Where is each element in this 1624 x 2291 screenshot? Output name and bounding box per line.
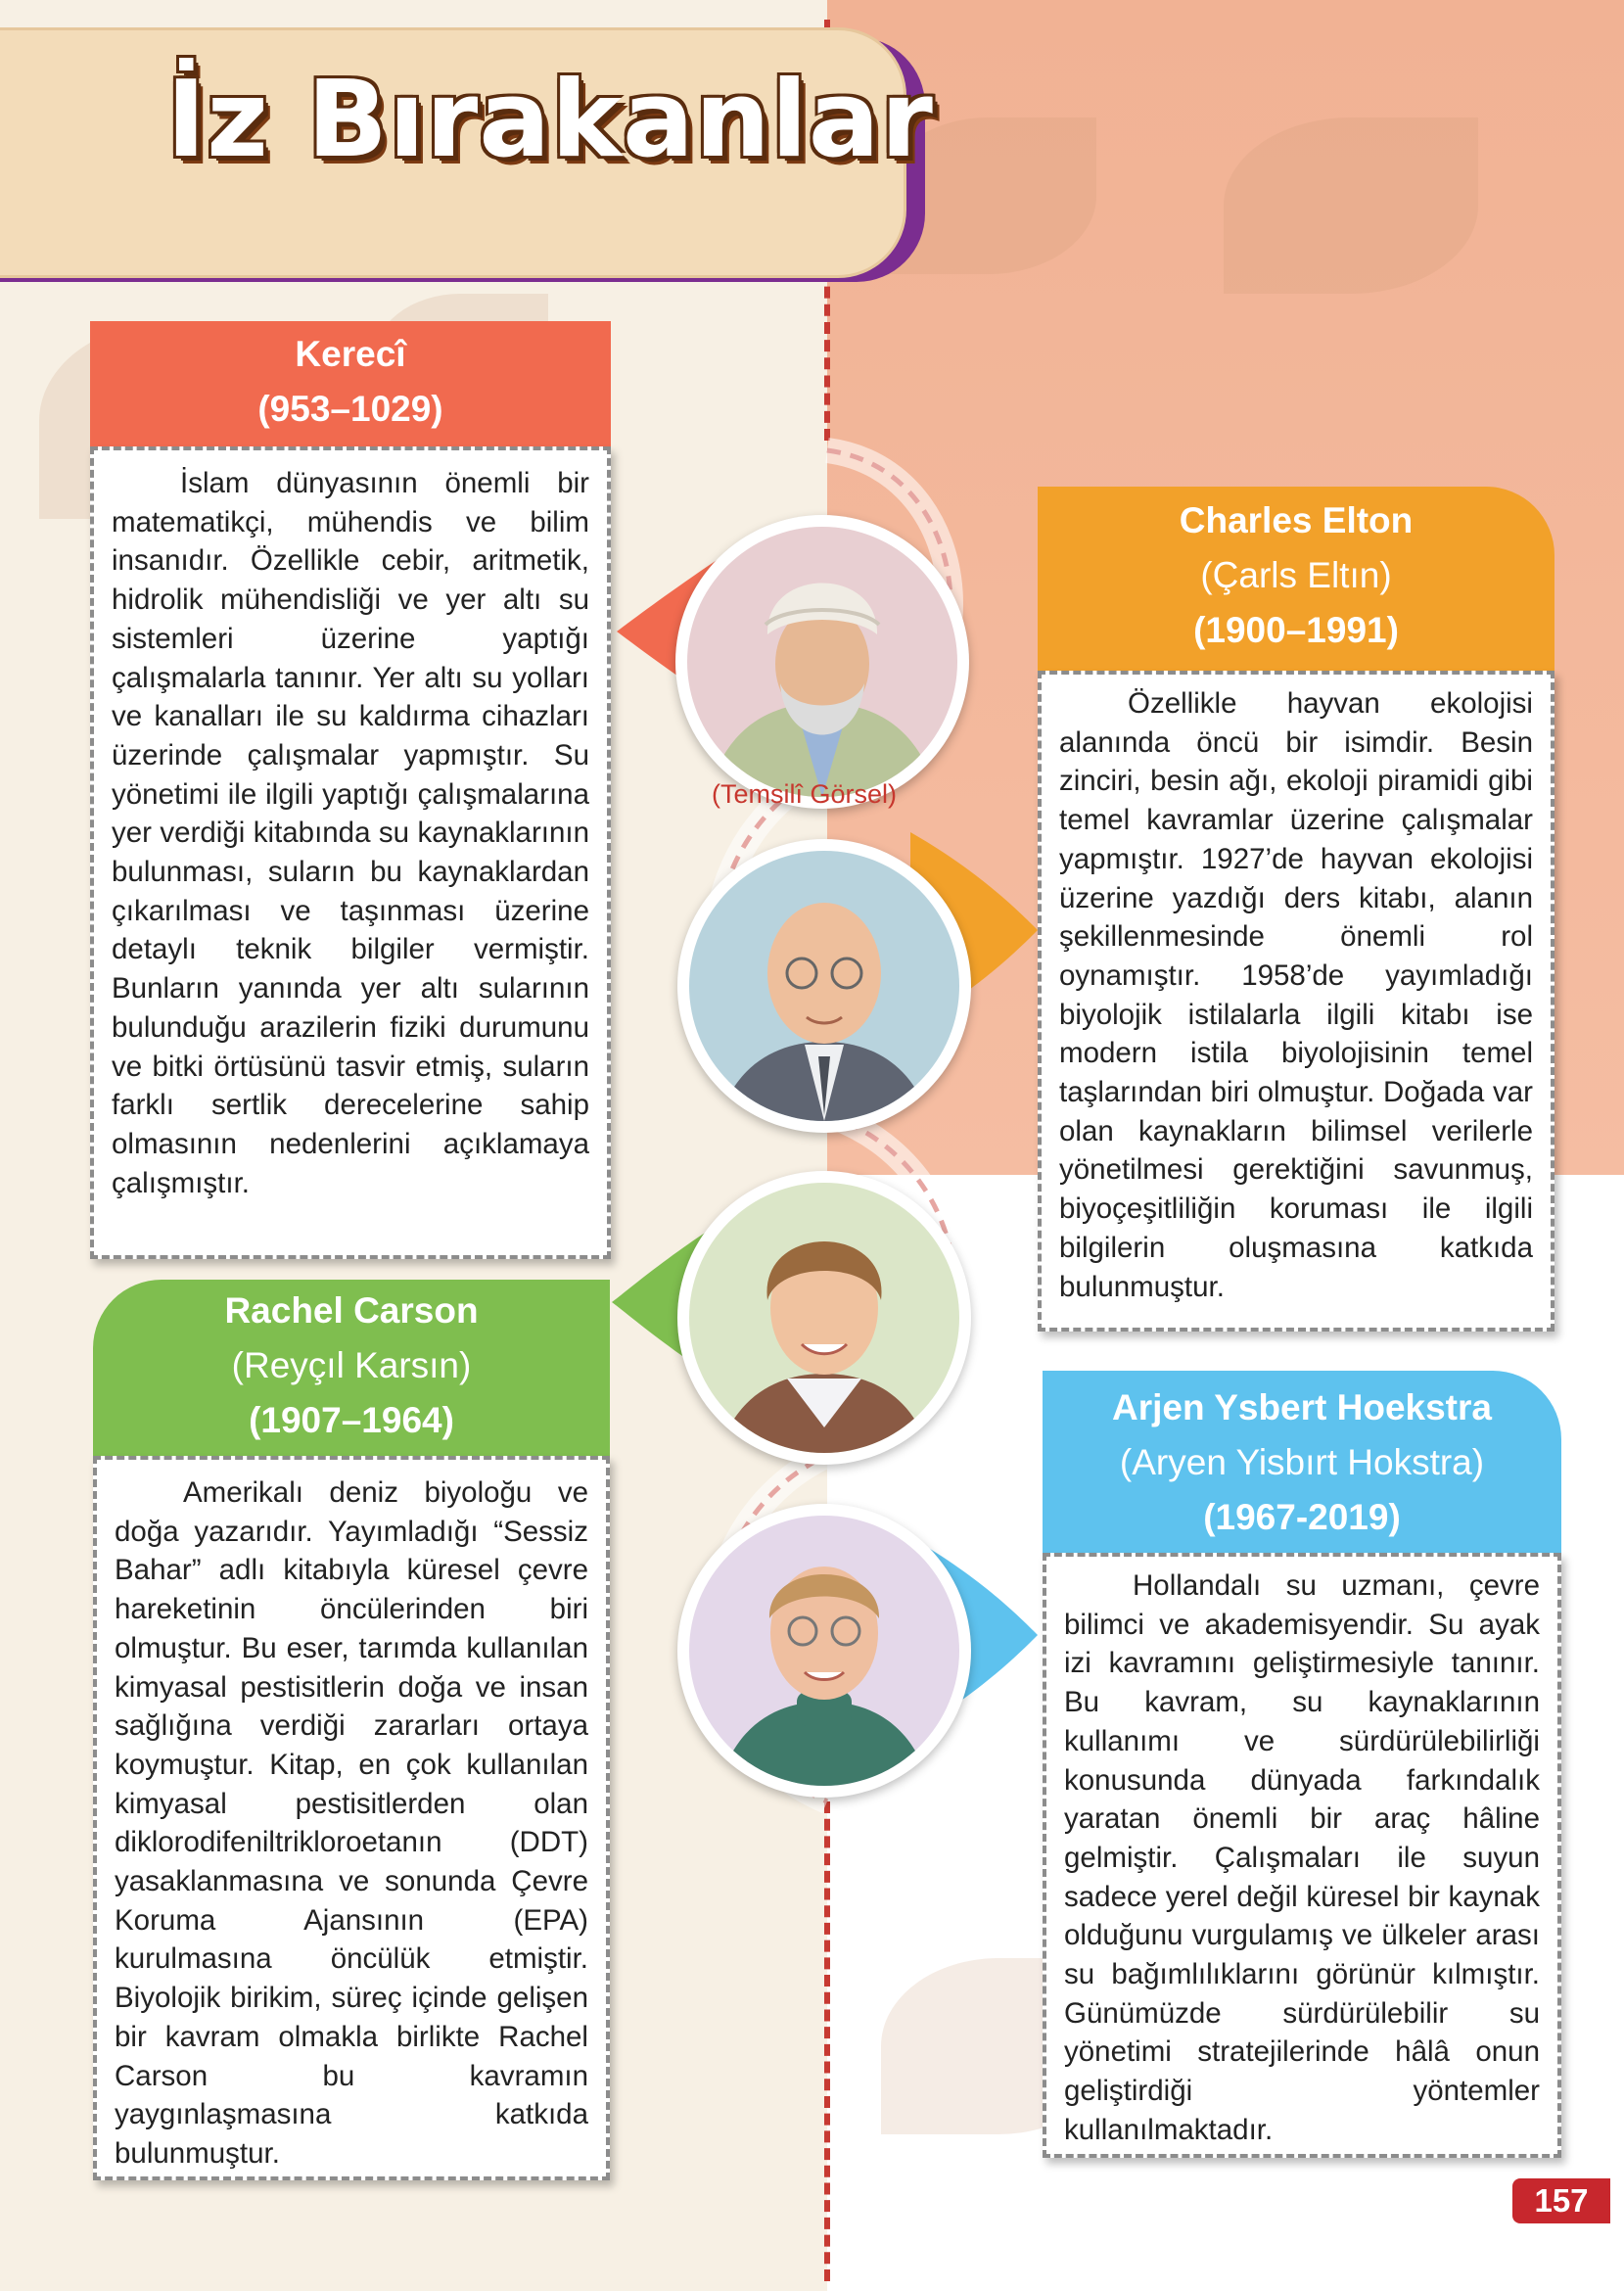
hoekstra-portrait [689, 1516, 959, 1786]
elton-header [1038, 487, 1554, 671]
decorative-leaf [1224, 117, 1478, 294]
portrait-caption: (Temsilî Görsel) [712, 779, 898, 809]
kereci-header [90, 321, 611, 446]
kereci-portrait [687, 527, 957, 797]
hoekstra-phonetic: (Aryen Yisbırt Hokstra) [1119, 1442, 1485, 1482]
kereci-bio: İslam dünyasının önemli bir matematikçi, mühendis ve bilim insanıdır. Özellikle cebir, aritmetik, hidrolik mühendisliği ve yer altı su sistemleri üzerine yaptığı çalışmalarla tanınır. Yer altı su yolları ve kanalları ile su kaldırma cihazları üzerinde çalışmalar yapmıştır. Su yönetimi ile ilgili yaptığı çalışmalarına yer verdiği kitabında su kaynaklarının bulunması, suların bu kaynaklardan çıkarılması ve taşınması üzerine detaylı teknik bilgiler vermiştir. Bunların yanında yer altı sularının bulunduğu arazilerin fiziki durumunu ve bitki örtüsünü tasvir etmiş, suların farklı sertlik derecelerine sahip olmasının nedenlerini açıklamaya çalışmıştır. [90, 446, 611, 1259]
hoekstra-bio: Hollandalı su uzmanı, çevre bilimci ve akademisyendir. Su ayak izi kavramını geliştirmesiyle tanınır. Bu kavram, su kaynaklarının kullanımı ve sürdürülebilirliği konusunda dünyada farkındalık yaratan önemli bir araç hâline gelmiştir. Çalışmaları ile suyun sadece yerel değil küresel bir kaynak olduğunu vurgulamış ve ülkeler arası su bağımlılıklarını görünür kılmıştır. Günümüzde sürdürülebilir su yönetimi stratejilerinde hâlâ onun geliştirdiği yöntemler kullanılmaktadır. [1043, 1553, 1561, 2158]
hoekstra-years: (1967-2019) [1203, 1497, 1401, 1537]
hoekstra-header [1043, 1371, 1561, 1553]
carson-name: Rachel Carson [224, 1290, 479, 1331]
page-title: İz Bırakanlar [166, 59, 934, 181]
elton-portrait [689, 851, 959, 1121]
carson-portrait [689, 1183, 959, 1453]
elton-name: Charles Elton [1179, 500, 1414, 540]
carson-bio: Amerikalı deniz biyoloğu ve doğa yazarıdır. Yayımladığı “Sessiz Bahar” adlı kitabıyla küresel çevre hareketinin öncülerinden biri olmuştur. Bu eser, tarımda kullanılan kimyasal pestisitlerin doğa ve insan sağlığına verdiği zararları ortaya koymuştur. Kitap, en çok kullanılan kimyasal pestisitlerden olan diklorodifeniltrikloroetanın (DDT) yasaklanmasına ve sonunda Çevre Koruma Ajansının (EPA) kurulmasına öncülük etmiştir. Biyolojik birikim, süreç içinde gelişen bir kavram olmakla birlikte Rachel Carson bu kavramın yaygınlaşmasına katkıda bulunmuştur. [93, 1456, 610, 2180]
elton-bio: Özellikle hayvan ekolojisi alanında öncü bir isimdir. Besin zinciri, besin ağı, ekoloji piramidi gibi temel kavramlar üzerine çalışmalar yapmıştır. 1927’de hayvan ekolojisi üzerine yazdığı ders kitabı, alanın şekillenmesinde önemli rol oynamıştır. 1958’de yayımladığı biyolojik istilalarla ilgili kitabı ise modern istila biyolojisinin temel taşlarından biri olmuştur. Doğada var olan kaynakların bilimsel verilerle yönetilmesi gerektiğini savunmuş, biyoçeşitliliğin koruması ile ilgili bilgilerin oluşmasına katkıda bulunmuştur. [1038, 671, 1554, 1332]
page-number: 157 [1512, 2178, 1610, 2223]
hoekstra-name: Arjen Ysbert Hoekstra [1112, 1387, 1492, 1427]
kereci-name: Kerecî [295, 334, 406, 374]
elton-phonetic: (Çarls Eltın) [1200, 555, 1392, 595]
carson-years: (1907–1964) [249, 1400, 454, 1440]
carson-phonetic: (Reyçıl Karsın) [231, 1345, 472, 1385]
carson-header [93, 1280, 610, 1456]
kereci-years: (953–1029) [257, 389, 443, 429]
center-dashed-line [824, 1801, 830, 2281]
elton-years: (1900–1991) [1193, 610, 1399, 650]
